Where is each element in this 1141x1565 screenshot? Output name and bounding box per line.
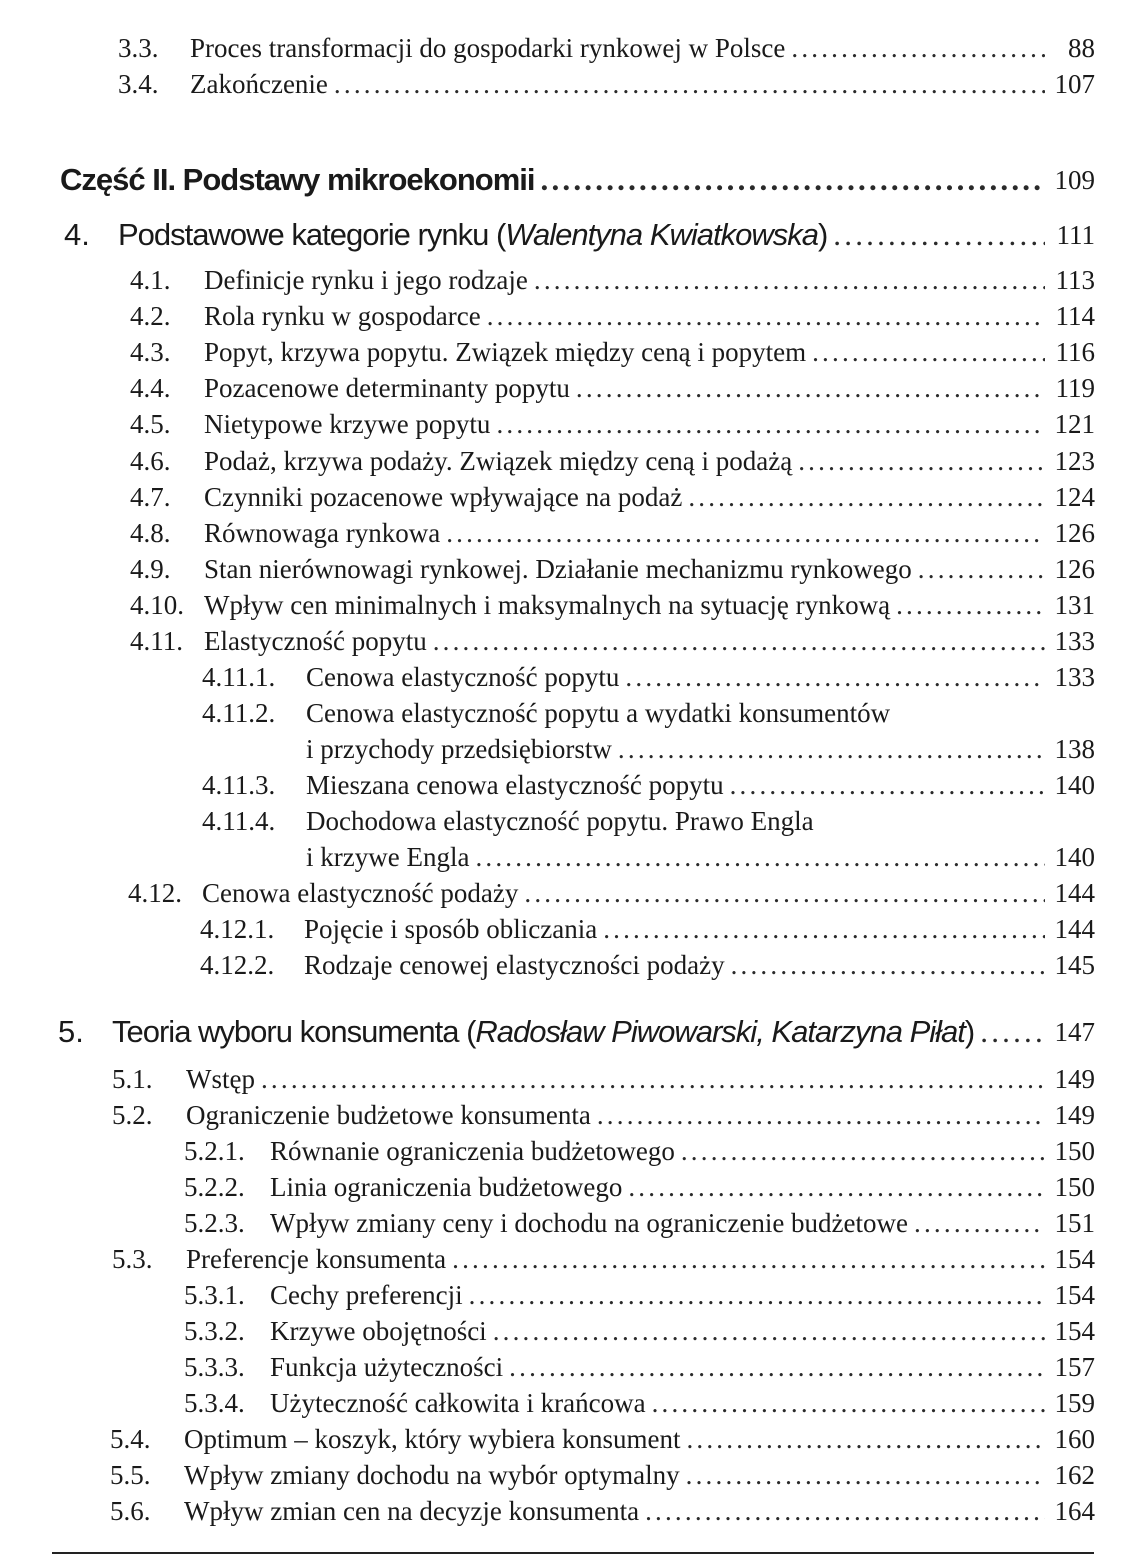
- part-heading: [0, 158, 1141, 202]
- chapter-number: 4.: [64, 217, 90, 252]
- entry-title: Krzywe obojętności: [270, 1316, 487, 1346]
- entry-page: 114: [1055, 301, 1095, 331]
- entry-number: 4.10.: [130, 590, 184, 620]
- entry-page: 154: [1054, 1280, 1095, 1310]
- entry-number: 5.1.: [112, 1064, 153, 1094]
- entry-page: 150: [1054, 1136, 1095, 1166]
- toc-entry: [0, 479, 1141, 515]
- entry-title: Mieszana cenowa elastyczność popytu: [306, 770, 724, 800]
- toc-entry: [0, 1457, 1141, 1493]
- entry-number: 4.11.: [130, 626, 183, 656]
- entry-page: 138: [1054, 734, 1095, 764]
- chapter-page: 111: [1056, 220, 1095, 250]
- toc-entry: [0, 767, 1141, 803]
- entry-number: 5.2.1.: [184, 1136, 245, 1166]
- toc-entry: [0, 1385, 1141, 1421]
- toc-entry: [0, 443, 1141, 479]
- toc-entry: [0, 515, 1141, 551]
- entry-page: 160: [1054, 1424, 1095, 1454]
- entry-number: 4.11.1.: [202, 662, 276, 692]
- entry-number: 4.7.: [130, 482, 171, 512]
- bottom-rule: [52, 1552, 1094, 1554]
- entry-title: Równanie ograniczenia budżetowego: [270, 1136, 675, 1166]
- entry-title: Elastyczność popytu: [204, 626, 427, 656]
- toc-entry-line1: [0, 695, 1141, 731]
- entry-number: 5.3.4.: [184, 1388, 245, 1418]
- entry-number: 3.4.: [118, 69, 159, 99]
- entry-number: 5.3.3.: [184, 1352, 245, 1382]
- toc-entry: [0, 298, 1141, 334]
- chapter-page: 147: [1054, 1017, 1095, 1047]
- part-page: 109: [1054, 165, 1095, 195]
- entry-page: 164: [1054, 1496, 1095, 1526]
- entry-page: 116: [1055, 337, 1095, 367]
- entry-page: 154: [1054, 1316, 1095, 1346]
- entry-title: Zakończenie: [190, 69, 328, 99]
- entry-number: 5.4.: [110, 1424, 151, 1454]
- entry-title: Cenowa elastyczność popytu: [306, 662, 620, 692]
- entry-number: 4.8.: [130, 518, 171, 548]
- toc-entry-line1: [0, 803, 1141, 839]
- entry-title: Cenowa elastyczność popytu a wydatki konsumentów: [306, 698, 891, 728]
- entry-title: Wpływ zmiany dochodu na wybór optymalny: [184, 1460, 680, 1490]
- part-title: Część II. Podstawy mikroekonomii: [60, 162, 535, 197]
- entry-page: 140: [1054, 842, 1095, 872]
- entry-title: Linia ograniczenia budżetowego: [270, 1172, 623, 1202]
- entry-number: 4.11.3.: [202, 770, 276, 800]
- toc-entry: [0, 1061, 1141, 1097]
- toc-entry: [0, 587, 1141, 623]
- entry-number: 4.11.2.: [202, 698, 276, 728]
- entry-number: 4.12.1.: [200, 914, 275, 944]
- toc-entry: [0, 1241, 1141, 1277]
- entry-number: 4.11.4.: [202, 806, 276, 836]
- entry-number: 5.3.2.: [184, 1316, 245, 1346]
- entry-number: 4.4.: [130, 373, 171, 403]
- toc-entry: [0, 731, 1141, 767]
- chapter-number: 5.: [58, 1014, 84, 1049]
- entry-page: 131: [1054, 590, 1095, 620]
- toc-entry: [0, 1097, 1141, 1133]
- entry-title: Czynniki pozacenowe wpływające na podaż: [204, 482, 683, 512]
- entry-page: 149: [1054, 1100, 1095, 1130]
- toc-entry: [0, 334, 1141, 370]
- entry-number: 4.6.: [130, 446, 171, 476]
- entry-page: 123: [1054, 446, 1095, 476]
- entry-number: 4.1.: [130, 265, 171, 295]
- entry-number: 3.3.: [118, 33, 159, 63]
- entry-title: Dochodowa elastyczność popytu. Prawo Engla: [306, 806, 814, 836]
- entry-number: 5.3.1.: [184, 1280, 245, 1310]
- entry-page: 144: [1054, 878, 1095, 908]
- entry-page: 133: [1054, 626, 1095, 656]
- toc-entry: [0, 947, 1141, 983]
- entry-page: 162: [1054, 1460, 1095, 1490]
- chapter-title: Teoria wyboru konsumenta (Radosław Piwowarski, Katarzyna Piłat): [112, 1014, 975, 1049]
- entry-number: 4.9.: [130, 554, 171, 584]
- entry-page: 150: [1054, 1172, 1095, 1202]
- entry-title: Rodzaje cenowej elastyczności podaży: [304, 950, 725, 980]
- entry-title: Równowaga rynkowa: [204, 518, 441, 548]
- entry-page: 107: [1054, 69, 1095, 99]
- chapter-title: Podstawowe kategorie rynku (Walentyna Kwiatkowska): [118, 217, 828, 252]
- entry-title: Rola rynku w gospodarce: [204, 301, 481, 331]
- chapter-author: Radosław Piwowarski, Katarzyna Piłat: [475, 1014, 965, 1049]
- entry-number: 4.5.: [130, 409, 171, 439]
- toc-entry: [0, 1133, 1141, 1169]
- chapter-heading: [0, 213, 1141, 257]
- entry-title: Stan nierównowagi rynkowej. Działanie mechanizmu rynkowego: [204, 554, 912, 584]
- toc-entry: [0, 1169, 1141, 1205]
- toc-entry: [0, 1205, 1141, 1241]
- entry-title: Wstęp: [186, 1064, 255, 1094]
- chapter-author: Walentyna Kwiatkowska: [505, 217, 818, 252]
- entry-page: 151: [1054, 1208, 1095, 1238]
- toc-entry: [0, 1421, 1141, 1457]
- toc-entry: [0, 370, 1141, 406]
- entry-title: Wpływ zmian cen na decyzje konsumenta: [184, 1496, 640, 1526]
- chapter-heading: [0, 1010, 1141, 1054]
- entry-title: Proces transformacji do gospodarki rynkowej w Polsce: [190, 33, 786, 63]
- entry-title: Popyt, krzywa popytu. Związek między ceną i popytem: [204, 337, 807, 367]
- entry-number: 4.2.: [130, 301, 171, 331]
- entry-title: Użyteczność całkowita i krańcowa: [270, 1388, 646, 1418]
- entry-title: Definicje rynku i jego rodzaje: [204, 265, 528, 295]
- entry-page: 119: [1055, 373, 1095, 403]
- entry-title: Podaż, krzywa podaży. Związek między ceną i podażą: [204, 446, 793, 476]
- entry-page: 144: [1054, 914, 1095, 944]
- entry-title: Pojęcie i sposób obliczania: [304, 914, 598, 944]
- toc-entry: [0, 551, 1141, 587]
- entry-number: 5.6.: [110, 1496, 151, 1526]
- toc-entry: [0, 911, 1141, 947]
- toc-entry: [0, 839, 1141, 875]
- toc-entry: [0, 875, 1141, 911]
- entry-title-cont: i krzywe Engla: [306, 842, 470, 872]
- entry-number: 5.3.: [112, 1244, 153, 1274]
- entry-page: 113: [1055, 265, 1095, 295]
- entry-page: 88: [1068, 33, 1095, 63]
- toc-entry: [0, 659, 1141, 695]
- entry-number: 4.12.: [128, 878, 182, 908]
- entry-title: Cechy preferencji: [270, 1280, 463, 1310]
- toc-entry: [0, 1349, 1141, 1385]
- entry-title: Cenowa elastyczność podaży: [202, 878, 519, 908]
- entry-page: 133: [1054, 662, 1095, 692]
- entry-title: Wpływ cen minimalnych i maksymalnych na sytuację rynkową: [204, 590, 891, 620]
- entry-number: 5.2.: [112, 1100, 153, 1130]
- entry-page: 140: [1054, 770, 1095, 800]
- entry-title: Funkcja użyteczności: [270, 1352, 504, 1382]
- entry-page: 157: [1054, 1352, 1095, 1382]
- toc-entry: [0, 66, 1141, 102]
- entry-title: Wpływ zmiany ceny i dochodu na ograniczenie budżetowe: [270, 1208, 909, 1238]
- entry-page: 145: [1054, 950, 1095, 980]
- toc-entry: [0, 1313, 1141, 1349]
- toc-entry: [0, 30, 1141, 66]
- entry-number: 5.5.: [110, 1460, 151, 1490]
- toc-entry: [0, 262, 1141, 298]
- entry-page: 124: [1054, 482, 1095, 512]
- entry-page: 126: [1054, 554, 1095, 584]
- toc-entry: [0, 406, 1141, 442]
- entry-title-cont: i przychody przedsiębiorstw: [306, 734, 612, 764]
- entry-page: 121: [1054, 409, 1095, 439]
- entry-title: Ograniczenie budżetowe konsumenta: [186, 1100, 591, 1130]
- entry-page: 126: [1054, 518, 1095, 548]
- entry-number: 5.2.2.: [184, 1172, 245, 1202]
- entry-number: 4.3.: [130, 337, 171, 367]
- toc-entry: [0, 623, 1141, 659]
- entry-number: 5.2.3.: [184, 1208, 245, 1238]
- entry-number: 4.12.2.: [200, 950, 275, 980]
- toc-entry: [0, 1277, 1141, 1313]
- entry-title: Pozacenowe determinanty popytu: [204, 373, 570, 403]
- entry-page: 149: [1054, 1064, 1095, 1094]
- entry-page: 159: [1054, 1388, 1095, 1418]
- entry-title: Optimum – koszyk, który wybiera konsument: [184, 1424, 681, 1454]
- entry-title: Preferencje konsumenta: [186, 1244, 447, 1274]
- entry-page: 154: [1054, 1244, 1095, 1274]
- entry-title: Nietypowe krzywe popytu: [204, 409, 491, 439]
- toc-entry: [0, 1493, 1141, 1529]
